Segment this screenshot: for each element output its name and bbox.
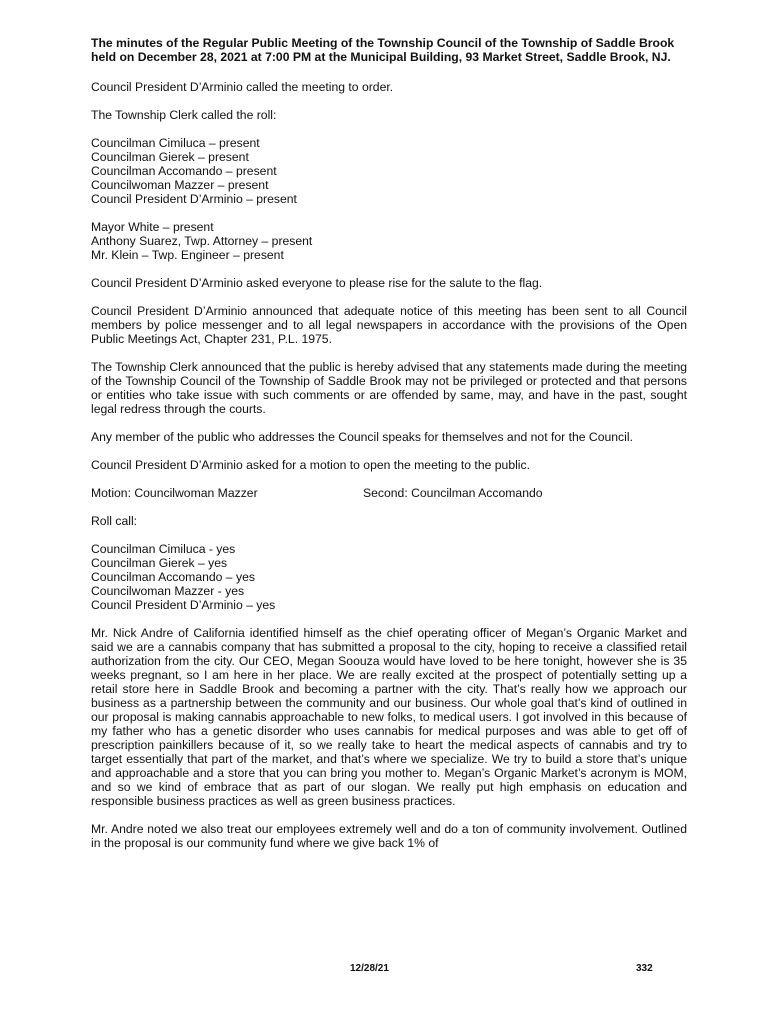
vote-entry: Councilman Cimiluca - yes bbox=[91, 542, 236, 556]
vote-entry: Council President D’Arminio – yes bbox=[91, 598, 276, 612]
andre-statement: Mr. Nick Andre of California identified himself as the chief operating officer of Megan’s Organic Market and said we are a cannabis company that has submitted a proposal to the city, hoping to receive a classified retail authorization from the city. Our CEO, Megan Soouza would have loved to be here tonight, however she is 35 weeks pregnant, so I am here in her place. We are really excited at the prospect of potentially setting up a retail store here in Saddle Brook and becoming a partner with the city. That’s really how we approach our business as a partnership between the community and our business. Our whole goal that’s kind of outlined in our proposal is making cannabis approachable to new folks, to medical users. I got involved in this because of my father who has a genetic disorder who uses cannabis for medical purposes and was able to get off of prescription painkillers because of it, so we really take to heart the medical aspects of cannabis and try to target essentially that part of the market, and that’s where we specialize. We try to build a store that’s unique and approachable and a store that you can bring you mother to. Megan’s Organic Market’s acronym is MOM, and so we kind of embrace that as part of our slogan. We really put high emphasis on education and responsible business practices as well as green business practices. bbox=[91, 626, 687, 808]
motion-request: Council President D’Arminio asked for a motion to open the meeting to the public. bbox=[91, 458, 530, 472]
flag-salute: Council President D’Arminio asked everyone to please rise for the salute to the flag. bbox=[91, 276, 543, 290]
adequate-notice: Council President D’Arminio announced that adequate notice of this meeting has been sent to all Council members by police messenger and to all legal newspapers in accordance with the provisions of the Open Public Meetings Act, Chapter 231, P.L. 1975. bbox=[91, 304, 687, 346]
meeting-title: The minutes of the Regular Public Meeting of the Township Council of the Township of Saddle Brook held on December 28, 2021 at 7:00 PM at the Municipal Building, 93 Market Street, Saddle Brook, NJ. bbox=[91, 36, 675, 64]
roll-entry: Mayor White – present bbox=[91, 220, 214, 234]
motion-moved: Motion: Councilwoman Mazzer bbox=[91, 486, 258, 500]
vote-entry: Councilman Accomando – yes bbox=[91, 570, 255, 584]
roll-entry: Mr. Klein – Twp. Engineer – present bbox=[91, 248, 284, 262]
roll-entry: Councilman Gierek – present bbox=[91, 150, 249, 164]
roll-intro: The Township Clerk called the roll: bbox=[91, 108, 277, 122]
page-number: 332 bbox=[636, 963, 653, 974]
roll-entry: Councilman Cimiluca – present bbox=[91, 136, 260, 150]
roll-entry: Councilwoman Mazzer – present bbox=[91, 178, 269, 192]
motion-second: Second: Councilman Accomando bbox=[363, 486, 543, 500]
motion-row bbox=[91, 486, 687, 500]
call-to-order: Council President D’Arminio called the meeting to order. bbox=[91, 80, 394, 94]
roll-entry: Anthony Suarez, Twp. Attorney – present bbox=[91, 234, 313, 248]
roll-vote-list bbox=[91, 542, 687, 612]
roll-entry: Councilman Accomando – present bbox=[91, 164, 277, 178]
roll-entry: Council President D’Arminio – present bbox=[91, 192, 297, 206]
page-footer bbox=[0, 963, 770, 979]
vote-entry: Councilwoman Mazzer - yes bbox=[91, 584, 245, 598]
vote-entry: Councilman Gierek – yes bbox=[91, 556, 228, 570]
roll-council-list bbox=[91, 136, 687, 206]
public-statement: Any member of the public who addresses the Council speaks for themselves and not for the Council. bbox=[91, 430, 633, 444]
footer-date: 12/28/21 bbox=[350, 963, 389, 974]
roll-others-list bbox=[91, 220, 687, 262]
andre-employees: Mr. Andre noted we also treat our employees extremely well and do a ton of community involvement. Outlined in the proposal is our community fund where we give back 1% of bbox=[91, 822, 687, 850]
roll-call-label: Roll call: bbox=[91, 514, 138, 528]
clerk-advisory: The Township Clerk announced that the public is hereby advised that any statements made during the meeting of the Township Council of the Township of Saddle Brook may not be privileged or protected and that persons or entities who take issue with such comments or are offended by same, may, and have in the past, sought legal redress through the courts. bbox=[91, 360, 687, 416]
document-page bbox=[91, 36, 687, 864]
